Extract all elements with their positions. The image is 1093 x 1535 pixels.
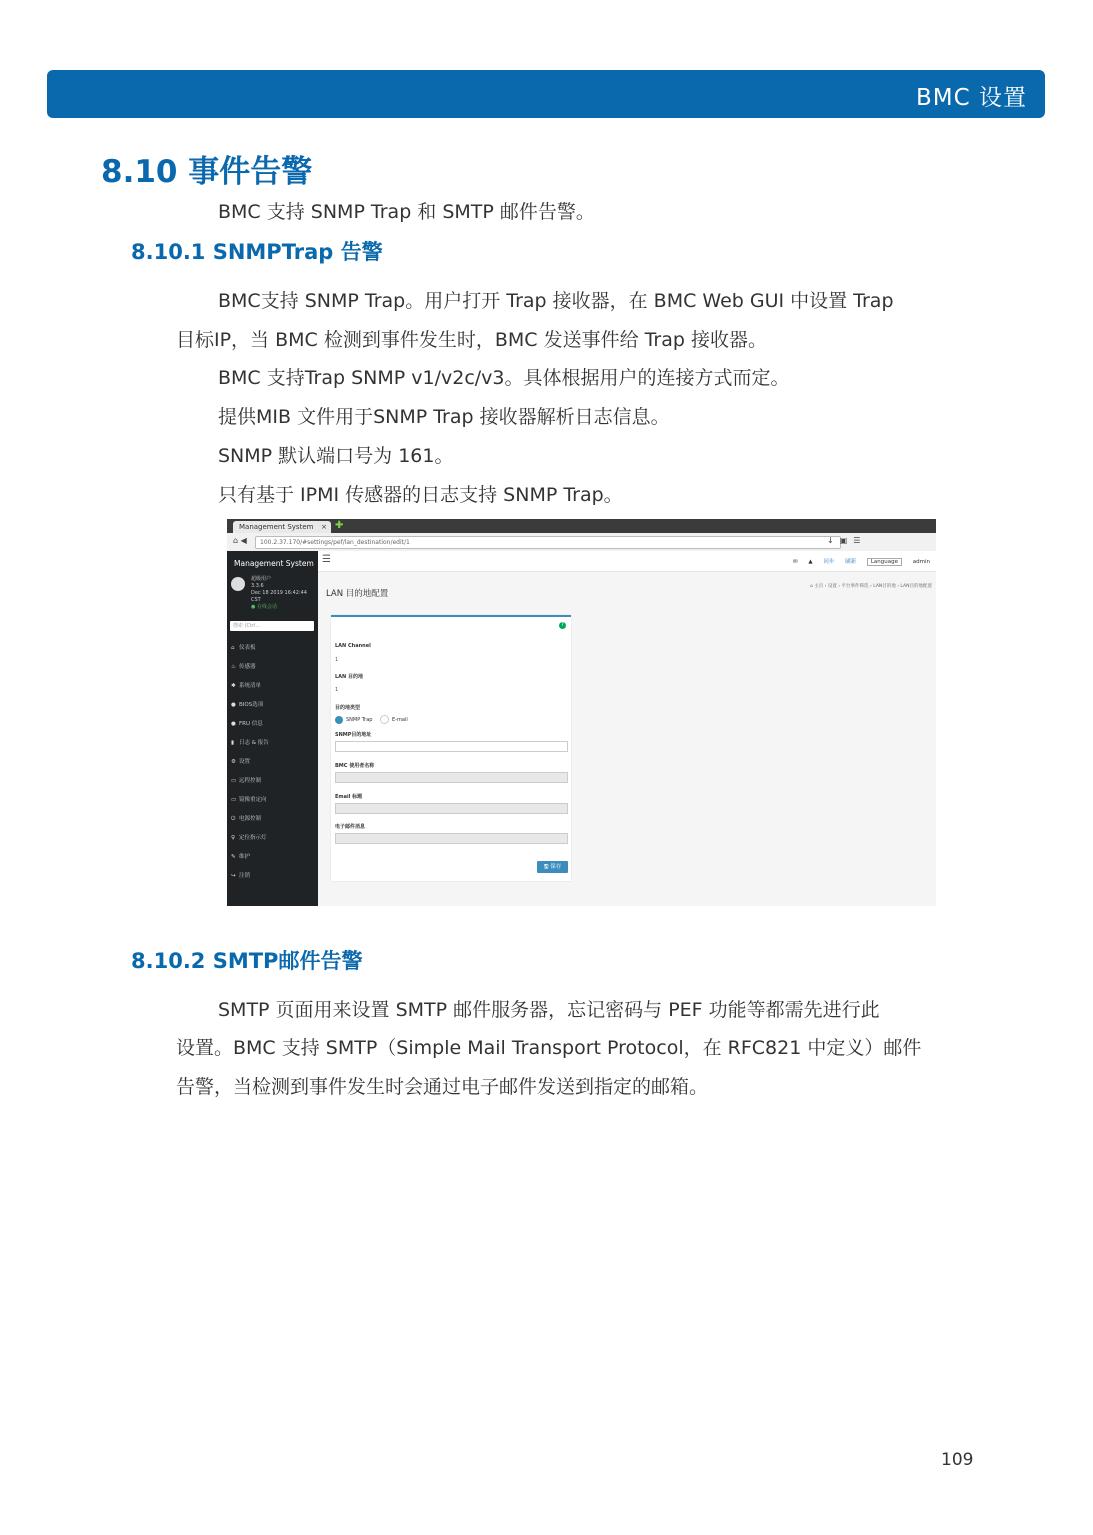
snmp-trap-radio[interactable] [335,716,343,724]
snmp-trap-label: SNMP Trap [346,717,373,723]
sidebar-item-label: 系统清单 [239,683,262,689]
section-header-bar [47,70,1045,118]
smtp-line-2: 设置。BMC 支持 SMTP（Simple Mail Transport Protocol，在 RFC821 中定义）邮件 [176,1037,922,1059]
sidebar-item-label: 仪表板 [239,645,256,651]
sidebar-item-icon: ⚙ [231,759,236,765]
sidebar-item[interactable] [231,795,315,814]
heading-main: 8.10 事件告警 [101,154,313,190]
url-bar[interactable]: 100.2.37.170/#settings/pef/lan_destination/edit/1 [255,536,841,549]
new-tab-icon[interactable]: ✚ [335,520,344,531]
sync-button[interactable]: 同步 [823,559,835,565]
channel-value: 1 [335,657,339,663]
sidebar-item-label: BIOS选项 [239,702,264,708]
para-2: BMC 支持Trap SNMP v1/v2c/v3。具体根据用户的连接方式而定。 [218,367,790,389]
sidebar-item-label: 设置 [239,759,251,765]
destination-type-radios [335,715,408,724]
fw-version: 3.3.6 [251,583,264,589]
sidebar-item-label: 注销 [239,873,251,879]
email-radio[interactable] [380,715,389,724]
sidebar-item-icon: ♨ [231,664,236,670]
sidebar-item[interactable] [231,776,315,795]
bmc-screenshot [227,519,936,906]
top-navbar [318,551,936,572]
sidebar-item-label: 传感器 [239,664,256,670]
language-select[interactable]: Language [867,558,902,566]
sidebar-item[interactable] [231,814,315,833]
email-message-label: 电子邮件消息 [335,824,366,830]
sidebar-item[interactable] [231,833,315,852]
sidebar-item-icon: ✱ [231,683,236,689]
sidebar-item-label: 日志 & 报告 [239,740,269,746]
para-3: 提供MIB 文件用于SNMP Trap 接收器解析日志信息。 [218,406,670,428]
intro-text: BMC 支持 SNMP Trap 和 SMTP 邮件告警。 [218,201,595,223]
sidebar-item[interactable] [231,662,315,681]
sidebar-item-icon: ▮ [231,740,235,746]
sidebar-item[interactable] [231,643,315,662]
close-icon[interactable]: × [321,523,327,531]
para-1a: BMC支持 SNMP Trap。用户打开 Trap 接收器，在 BMC Web GUI 中设置 Trap [218,290,894,312]
sidebar-item[interactable] [231,700,315,719]
breadcrumb[interactable]: ⌂ 主页 › 设置 › 平台事件筛选 › LAN目的地 › LAN目的地配置 [809,584,932,589]
user-menu[interactable]: admin [912,559,930,565]
back-icon[interactable]: ⌂ ◀ [233,536,247,545]
snmp-address-label: SNMP目的地址 [335,732,372,738]
sidebar-item-label: 镜像重定向 [239,797,267,803]
user-name: 超级用户 [251,576,272,582]
alert-icon[interactable]: ▲ [808,559,813,565]
email-label: E-mail [392,717,408,723]
save-button[interactable]: 🖫 保存 [537,861,568,873]
heading-snmp-trap: 8.10.1 SNMPTrap 告警 [131,240,383,264]
bmc-user-select[interactable] [335,772,568,783]
browser-toolbar-icons[interactable]: ↓▣☰ [827,536,867,545]
sidebar-item-icon: ● [231,721,236,727]
smtp-line-1: SMTP 页面用来设置 SMTP 邮件服务器，忘记密码与 PEF 功能等都需先进行此 [218,999,880,1021]
para-5: 只有基于 IPMI 传感器的日志支持 SNMP Trap。 [218,484,623,506]
destination-value: 1 [335,687,339,693]
sidebar-item-icon: ● [231,702,236,708]
sidebar-item[interactable] [231,871,315,890]
page-title: LAN 目的地配置 [326,589,389,599]
sidebar-item[interactable] [231,719,315,738]
para-4: SNMP 默认端口号为 161。 [218,445,454,467]
sidebar-item-icon: ♀ [231,835,236,841]
bmc-user-label: BMC 使用者名称 [335,763,375,769]
sidebar-item-label: FRU 信息 [239,721,263,727]
browser-tab[interactable] [233,521,331,533]
avatar [231,577,245,591]
status-badge: ● 在线会话 [251,604,277,610]
destination-label: LAN 目的地 [335,674,363,680]
browser-tab-title: Management System [239,523,314,531]
para-1b: 目标IP，当 BMC 检测到事件发生时，BMC 发送事件给 Trap 接收器。 [176,329,767,351]
app-title: Management System [234,559,314,568]
sidebar-item-label: 定位指示灯 [239,835,267,841]
sidebar-item-icon: ▭ [231,778,237,784]
refresh-button[interactable]: 刷新 [845,559,857,565]
email-message-input[interactable] [335,833,568,844]
sidebar-item-label: 远程控制 [239,778,262,784]
snmp-address-input[interactable] [335,741,568,752]
sidebar-menu [231,643,315,890]
help-icon[interactable]: ? [559,622,566,629]
sidebar-item[interactable] [231,681,315,700]
sidebar-item[interactable] [231,738,315,757]
lan-destination-form [331,615,571,881]
heading-smtp: 8.10.2 SMTP邮件告警 [131,949,363,973]
section-header-title: BMC 设置 [916,85,1027,111]
browser-tabbar [227,519,936,533]
search-input[interactable]: 搜索 (Ctrl... [230,621,314,631]
page-number: 109 [941,1450,974,1470]
sidebar-item[interactable] [231,757,315,776]
channel-label: LAN Channel [335,643,371,649]
sidebar-item-icon: ⏻ [231,816,236,822]
sidebar-item-icon: ↪ [231,873,236,879]
build-date: Dec 18 2019 16:42:44 CST [251,590,307,603]
sidebar-item[interactable] [231,852,315,871]
sidebar-item-icon: ⌂ [231,645,235,651]
save-label: 保存 [550,864,562,870]
sidebar-item-label: 电源控制 [239,816,262,822]
user-info [251,576,318,611]
sidebar [227,551,318,906]
smtp-line-3: 告警，当检测到事件发生时会通过电子邮件发送到指定的邮箱。 [176,1076,709,1098]
email-subject-input[interactable] [335,803,568,814]
sidebar-item-label: 维护 [239,854,251,860]
browser-toolbar [227,533,936,552]
email-subject-label: Email 标题 [335,794,363,800]
sidebar-item-icon: ▭ [231,797,237,803]
type-label: 目的地类型 [335,705,361,711]
mail-icon[interactable]: ✉ [792,559,798,565]
menu-toggle-icon[interactable]: ☰ [322,554,331,565]
sidebar-item-icon: ✎ [231,854,236,860]
